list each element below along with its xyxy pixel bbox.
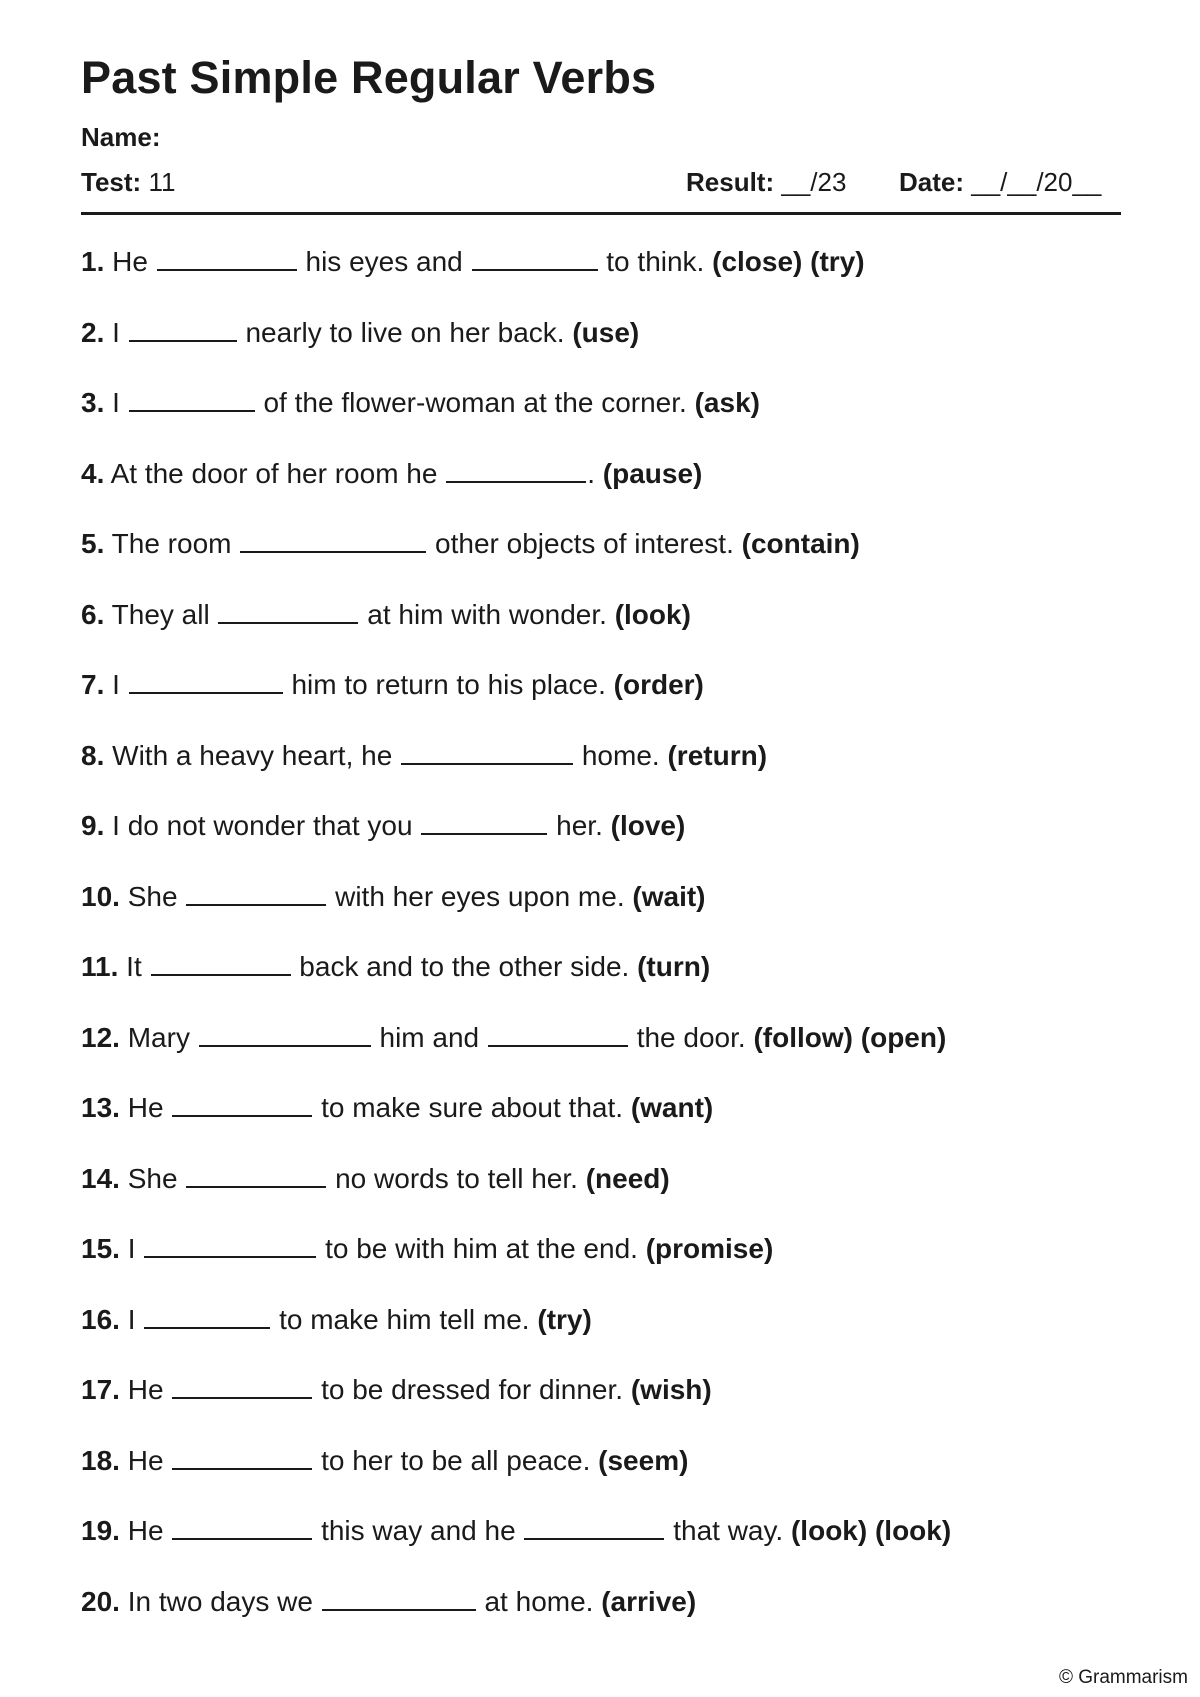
item-text: to make him tell me. bbox=[279, 1303, 530, 1335]
verb-hint: (wish) bbox=[630, 1374, 712, 1405]
item-text: other objects of interest. bbox=[435, 528, 734, 559]
verb-hint: (turn) bbox=[637, 951, 711, 982]
exercise-item bbox=[81, 385, 1141, 456]
verb-hint: (seem) bbox=[598, 1444, 689, 1476]
exercise-item bbox=[81, 667, 1141, 738]
item-number: 19. bbox=[81, 1515, 120, 1546]
meta-row bbox=[81, 167, 1121, 203]
answer-blank[interactable] bbox=[218, 598, 358, 624]
exercise-item bbox=[81, 1513, 1141, 1584]
verb-hint: (look) bbox=[614, 598, 691, 630]
item-number: 8. bbox=[81, 739, 105, 771]
exercise-item bbox=[81, 244, 1141, 315]
answer-blank[interactable] bbox=[488, 1021, 628, 1047]
test-info bbox=[81, 167, 175, 198]
item-text: at him with wonder. bbox=[367, 598, 607, 630]
exercise-item bbox=[81, 597, 1141, 668]
item-text: I bbox=[127, 1303, 136, 1335]
item-number: 9. bbox=[81, 810, 105, 841]
copyright-notice: © Grammarism bbox=[1058, 1667, 1188, 1688]
page-title: Past Simple Regular Verbs bbox=[81, 52, 657, 103]
item-text: to be dressed for dinner. bbox=[321, 1374, 624, 1405]
result-value: __/23 bbox=[781, 167, 847, 197]
answer-blank[interactable] bbox=[421, 809, 547, 835]
item-text: home. bbox=[581, 739, 660, 771]
answer-blank[interactable] bbox=[524, 1514, 664, 1540]
verb-hint: (wait) bbox=[632, 880, 706, 912]
item-text: to think. bbox=[606, 246, 705, 277]
verb-hint: (pause) bbox=[602, 457, 703, 489]
verb-hint: (return) bbox=[667, 739, 768, 771]
test-label: Test: bbox=[81, 167, 142, 197]
exercise-item bbox=[81, 949, 1141, 1020]
item-text: It bbox=[126, 951, 142, 982]
item-number: 7. bbox=[81, 669, 105, 700]
item-text: . bbox=[587, 457, 596, 489]
item-text: I do not wonder that you bbox=[112, 810, 413, 841]
item-number: 12. bbox=[81, 1021, 120, 1053]
item-text: Mary bbox=[127, 1021, 190, 1053]
exercise-item bbox=[81, 1372, 1141, 1443]
answer-blank[interactable] bbox=[129, 668, 283, 694]
item-number: 3. bbox=[81, 387, 105, 418]
answer-blank[interactable] bbox=[144, 1232, 316, 1258]
exercise-item bbox=[81, 1443, 1141, 1514]
item-text: his eyes and bbox=[305, 246, 463, 277]
item-text: I bbox=[112, 387, 120, 418]
exercise-item bbox=[81, 315, 1141, 386]
item-text: him and bbox=[379, 1021, 480, 1053]
verb-hint: (want) bbox=[630, 1092, 714, 1123]
exercise-item bbox=[81, 738, 1141, 809]
verb-hint: (contain) bbox=[741, 528, 860, 559]
item-text: I bbox=[127, 1233, 136, 1264]
item-text: that way. bbox=[673, 1515, 784, 1546]
item-text: to be with him at the end. bbox=[325, 1233, 638, 1264]
item-text: the door. bbox=[636, 1021, 746, 1053]
item-text: to her to be all peace. bbox=[321, 1444, 591, 1476]
item-text: nearly to live on her back. bbox=[245, 316, 565, 348]
answer-blank[interactable] bbox=[129, 386, 255, 412]
verb-hint: (use) bbox=[572, 316, 640, 348]
item-text: They all bbox=[111, 598, 210, 630]
verb-hint: (love) bbox=[610, 810, 686, 841]
item-number: 4. bbox=[81, 457, 105, 489]
item-text: with her eyes upon me. bbox=[335, 880, 625, 912]
exercise-item bbox=[81, 1020, 1141, 1091]
item-text: of the flower-woman at the corner. bbox=[263, 387, 687, 418]
answer-blank[interactable] bbox=[186, 1162, 326, 1188]
answer-blank[interactable] bbox=[186, 880, 326, 906]
answer-blank[interactable] bbox=[172, 1444, 312, 1470]
verb-hint: (close) (try) bbox=[712, 246, 865, 277]
item-text: She bbox=[127, 880, 178, 912]
item-number: 15. bbox=[81, 1233, 120, 1264]
exercise-item bbox=[81, 1231, 1141, 1302]
item-number: 13. bbox=[81, 1092, 120, 1123]
answer-blank[interactable] bbox=[172, 1514, 312, 1540]
exercise-item bbox=[81, 1584, 1141, 1655]
answer-blank[interactable] bbox=[144, 1303, 270, 1329]
item-number: 1. bbox=[81, 246, 105, 277]
item-number: 16. bbox=[81, 1303, 120, 1335]
item-text: He bbox=[127, 1444, 164, 1476]
answer-blank[interactable] bbox=[172, 1373, 312, 1399]
exercise-item bbox=[81, 1161, 1141, 1232]
item-number: 5. bbox=[81, 528, 105, 559]
exercise-item bbox=[81, 879, 1141, 950]
verb-hint: (promise) bbox=[645, 1233, 774, 1264]
item-text: him to return to his place. bbox=[291, 669, 606, 700]
answer-blank[interactable] bbox=[157, 245, 297, 271]
exercise-item bbox=[81, 1302, 1141, 1373]
answer-blank[interactable] bbox=[472, 245, 598, 271]
name-label: Name: bbox=[81, 122, 161, 152]
item-number: 11. bbox=[81, 951, 119, 982]
exercise-item bbox=[81, 1090, 1141, 1161]
item-text: He bbox=[127, 1515, 164, 1546]
item-text: I bbox=[112, 316, 120, 348]
exercise-item bbox=[81, 808, 1141, 879]
test-number: 11 bbox=[148, 167, 176, 197]
result-info bbox=[686, 167, 846, 198]
item-text: I bbox=[112, 669, 120, 700]
item-number: 2. bbox=[81, 316, 105, 348]
answer-blank[interactable] bbox=[151, 950, 291, 976]
answer-blank[interactable] bbox=[322, 1585, 476, 1611]
answer-blank[interactable] bbox=[199, 1021, 371, 1047]
item-number: 18. bbox=[81, 1444, 120, 1476]
item-text: this way and he bbox=[321, 1515, 516, 1546]
verb-hint: (order) bbox=[613, 669, 704, 700]
item-text: back and to the other side. bbox=[299, 951, 630, 982]
verb-hint: (arrive) bbox=[601, 1585, 697, 1617]
item-text: He bbox=[127, 1374, 164, 1405]
item-number: 17. bbox=[81, 1374, 120, 1405]
verb-hint: (try) bbox=[537, 1303, 592, 1335]
exercise-list bbox=[81, 244, 1141, 1654]
item-text: With a heavy heart, he bbox=[112, 739, 393, 771]
item-number: 10. bbox=[81, 880, 120, 912]
verb-hint: (look) (look) bbox=[790, 1515, 952, 1546]
item-text: The room bbox=[111, 528, 232, 559]
item-text: to make sure about that. bbox=[321, 1092, 624, 1123]
item-text: her. bbox=[556, 810, 603, 841]
exercise-item bbox=[81, 526, 1141, 597]
result-label: Result: bbox=[686, 167, 775, 197]
item-text: At the door of her room he bbox=[110, 457, 438, 489]
item-text: no words to tell her. bbox=[335, 1162, 578, 1194]
exercise-item bbox=[81, 456, 1141, 527]
item-text: He bbox=[112, 246, 148, 277]
verb-hint: (ask) bbox=[694, 387, 760, 418]
date-value: __/__/20__ bbox=[971, 167, 1102, 197]
date-label: Date: bbox=[899, 167, 965, 197]
item-number: 6. bbox=[81, 598, 105, 630]
answer-blank[interactable] bbox=[240, 527, 426, 553]
date-info bbox=[899, 167, 1101, 198]
item-text: at home. bbox=[484, 1585, 594, 1617]
item-text: In two days we bbox=[127, 1585, 313, 1617]
item-text: She bbox=[127, 1162, 178, 1194]
item-text: He bbox=[127, 1092, 164, 1123]
header-divider bbox=[81, 212, 1121, 215]
answer-blank[interactable] bbox=[446, 457, 586, 483]
item-number: 14. bbox=[81, 1162, 120, 1194]
verb-hint: (follow) (open) bbox=[753, 1021, 947, 1053]
item-number: 20. bbox=[81, 1585, 120, 1617]
answer-blank[interactable] bbox=[129, 316, 237, 342]
verb-hint: (need) bbox=[585, 1162, 670, 1194]
answer-blank[interactable] bbox=[172, 1091, 312, 1117]
answer-blank[interactable] bbox=[401, 739, 573, 765]
